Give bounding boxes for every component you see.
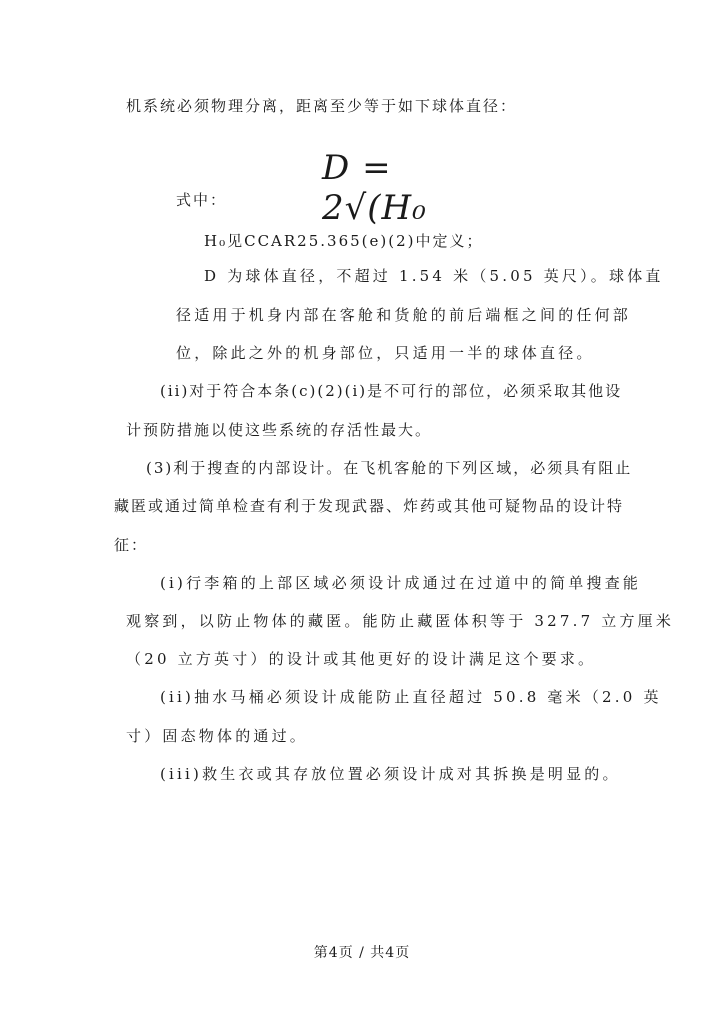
item-ii-line1: (ii)对于符合本条(c)(2)(i)是不可行的部位，必须采取其他设 [160, 382, 623, 400]
item-ii-line2: 计预防措施以使这些系统的存活性最大。 [126, 421, 433, 439]
item-iii-line1: (iii)救生衣或其存放位置必须设计成对其拆换是明显的。 [160, 765, 621, 783]
item-ii2-line1: (ii)抽水马桶必须设计成能防止直径超过 50.8 毫米（2.0 英 [160, 688, 662, 706]
label-where: 式中： [176, 191, 228, 209]
item-3-line1: (3)利于搜查的内部设计。在飞机客舱的下列区域，必须具有阻止 [146, 459, 633, 477]
definition-d-line3: 位，除此之外的机身部位，只适用一半的球体直径。 [176, 344, 595, 362]
definition-d-line2: 径适用于机身内部在客舱和货舱的前后端框之间的任何部 [176, 306, 632, 324]
item-i-line3: （20 立方英寸）的设计或其他更好的设计满足这个要求。 [126, 650, 597, 668]
item-i-line2: 观察到，以防止物体的藏匿。能防止藏匿体积等于 327.7 立方厘米 [126, 612, 675, 630]
formula-sphere-diameter [318, 146, 478, 228]
item-3-line2: 藏匿或通过简单检查有利于发现武器、炸药或其他可疑物品的设计特 [114, 497, 625, 515]
paragraph-line: 机系统必须物理分离，距离至少等于如下球体直径： [126, 97, 518, 115]
definition-d-line1: D 为球体直径，不超过 1.54 米（5.05 英尺）。球体直 [204, 267, 664, 285]
definition-h0: H₀见CCAR25.365(e)(2)中定义； [204, 232, 484, 250]
formula-text: D = 2√(H₀ [322, 148, 427, 228]
item-ii2-line2: 寸）固态物体的通过。 [126, 727, 309, 745]
item-3-line3: 征： [114, 536, 149, 554]
item-i-line1: (i)行李箱的上部区域必须设计成通过在过道中的简单搜查能 [160, 574, 642, 592]
page-number-footer: 第4页 / 共4页 [313, 945, 411, 961]
